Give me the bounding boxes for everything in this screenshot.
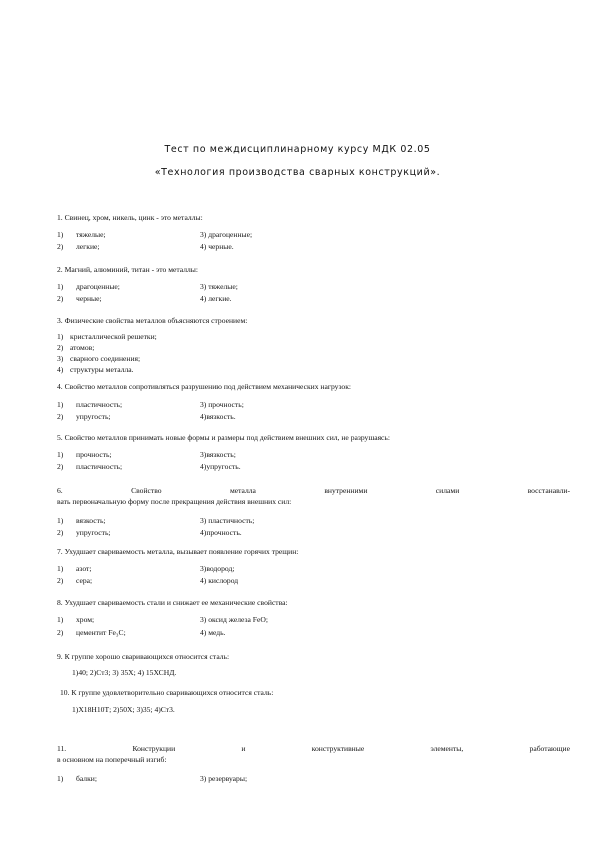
option-label: 4) черные. bbox=[200, 242, 234, 251]
option-number: 2) bbox=[57, 628, 64, 637]
question-7-text: 7. Ухудшает свариваемость металла, вызывает появление горячих трещин: bbox=[57, 547, 299, 556]
option-label: прочность; bbox=[76, 450, 112, 459]
question-11-text-line-2: в основном на поперечный изгиб: bbox=[57, 755, 167, 764]
option-number: 1) bbox=[57, 564, 64, 573]
option-label: 4)вязкость. bbox=[200, 412, 236, 421]
option-label: пластичность; bbox=[76, 462, 123, 471]
option-label: тяжелые; bbox=[76, 230, 106, 239]
option-label: пластичность; bbox=[76, 400, 123, 409]
question-11-text-line-1: 11. Конструкции и конструктивные элементы, работающие bbox=[57, 744, 570, 753]
option-label: упругость; bbox=[76, 528, 111, 537]
option-label: 4) кислород bbox=[200, 576, 239, 585]
option-label: легкие; bbox=[76, 242, 100, 251]
option-label: кристаллической решетки; bbox=[70, 332, 157, 341]
option-label: 4)прочность. bbox=[200, 528, 242, 537]
question-10-text: 10. К группе удовлетворительно сваривающихся относится сталь: bbox=[60, 688, 274, 697]
question-2-text: 2. Магний, алюминий, титан - это металлы: bbox=[57, 265, 199, 274]
page-title-line-1: Тест по междисциплинарному курсу МДК 02.05 bbox=[164, 144, 431, 155]
option-label: 3) драгоценные; bbox=[200, 230, 253, 239]
question-3-text: 3. Физические свойства металлов объясняются строением: bbox=[57, 316, 248, 325]
option-label: вязкость; bbox=[76, 516, 106, 525]
option-label: структуры металла. bbox=[70, 365, 134, 374]
option-number: 1) bbox=[57, 230, 64, 239]
question-6-text-line-2: вать первоначальную форму после прекращения действия внешних сил: bbox=[57, 497, 292, 506]
option-number: 2) bbox=[57, 576, 64, 585]
option-number: 2) bbox=[57, 242, 64, 251]
question-10-options-line: 1)Х18Н10Т; 2)50Х; 3)35; 4)Ст3. bbox=[72, 705, 175, 714]
question-6-text-line-1: 6. Свойство металла внутренними силами восстанавли- bbox=[57, 486, 570, 495]
option-number: 4) bbox=[57, 365, 64, 374]
option-number: 2) bbox=[57, 412, 64, 421]
question-4-text: 4. Свойство металлов сопротивляться разрушению под действием механических нагрузок: bbox=[57, 382, 352, 391]
option-label: цементит Fe₃C; bbox=[76, 628, 126, 637]
option-label: 4) медь. bbox=[200, 628, 226, 637]
option-label: 3) тяжелые; bbox=[200, 282, 238, 291]
option-number: 2) bbox=[57, 343, 64, 352]
option-label: 3)вязкость; bbox=[200, 450, 236, 459]
option-number: 3) bbox=[57, 354, 64, 363]
option-number: 1) bbox=[57, 332, 64, 341]
option-label: 3) пластичность; bbox=[200, 516, 255, 525]
option-number: 1) bbox=[57, 450, 64, 459]
option-number: 2) bbox=[57, 462, 64, 471]
option-number: 1) bbox=[57, 774, 64, 783]
page-title-line-2: «Технология производства сварных конструкций». bbox=[154, 167, 441, 178]
option-number: 1) bbox=[57, 400, 64, 409]
option-label: упругость; bbox=[76, 412, 111, 421]
option-label: 3) прочность; bbox=[200, 400, 244, 409]
option-label: сварного соединения; bbox=[70, 354, 141, 363]
question-8-text: 8. Ухудшает свариваемость стали и снижает ее механические свойства: bbox=[57, 598, 288, 607]
option-number: 1) bbox=[57, 615, 64, 624]
option-number: 1) bbox=[57, 282, 64, 291]
option-number: 2) bbox=[57, 528, 64, 537]
option-label: 3) резервуары; bbox=[200, 774, 248, 783]
option-label: атомов; bbox=[70, 343, 95, 352]
option-label: 3) оксид железа FeO; bbox=[200, 615, 268, 624]
option-label: черные; bbox=[76, 294, 102, 303]
option-number: 1) bbox=[57, 516, 64, 525]
option-label: сера; bbox=[76, 576, 93, 585]
option-label: балки; bbox=[76, 774, 97, 783]
option-number: 2) bbox=[57, 294, 64, 303]
question-1-text: 1. Свинец, хром, никель, цинк - это металлы: bbox=[57, 213, 203, 222]
option-label: 3)водород; bbox=[200, 564, 235, 573]
option-label: 4) легкие. bbox=[200, 294, 232, 303]
question-9-options-line: 1)40; 2)Ст3; 3) 35Х; 4) 15ХСНД. bbox=[72, 668, 177, 677]
question-5-text: 5. Свойство металлов принимать новые формы и размеры под действием внешних сил, не разрушаясь: bbox=[57, 433, 391, 442]
option-label: азот; bbox=[76, 564, 92, 573]
question-9-text: 9. К группе хорошо сваривающихся относится сталь: bbox=[57, 652, 230, 661]
option-label: хром; bbox=[76, 615, 95, 624]
option-label: драгоценные; bbox=[76, 282, 120, 291]
option-label: 4)упругость. bbox=[200, 462, 241, 471]
